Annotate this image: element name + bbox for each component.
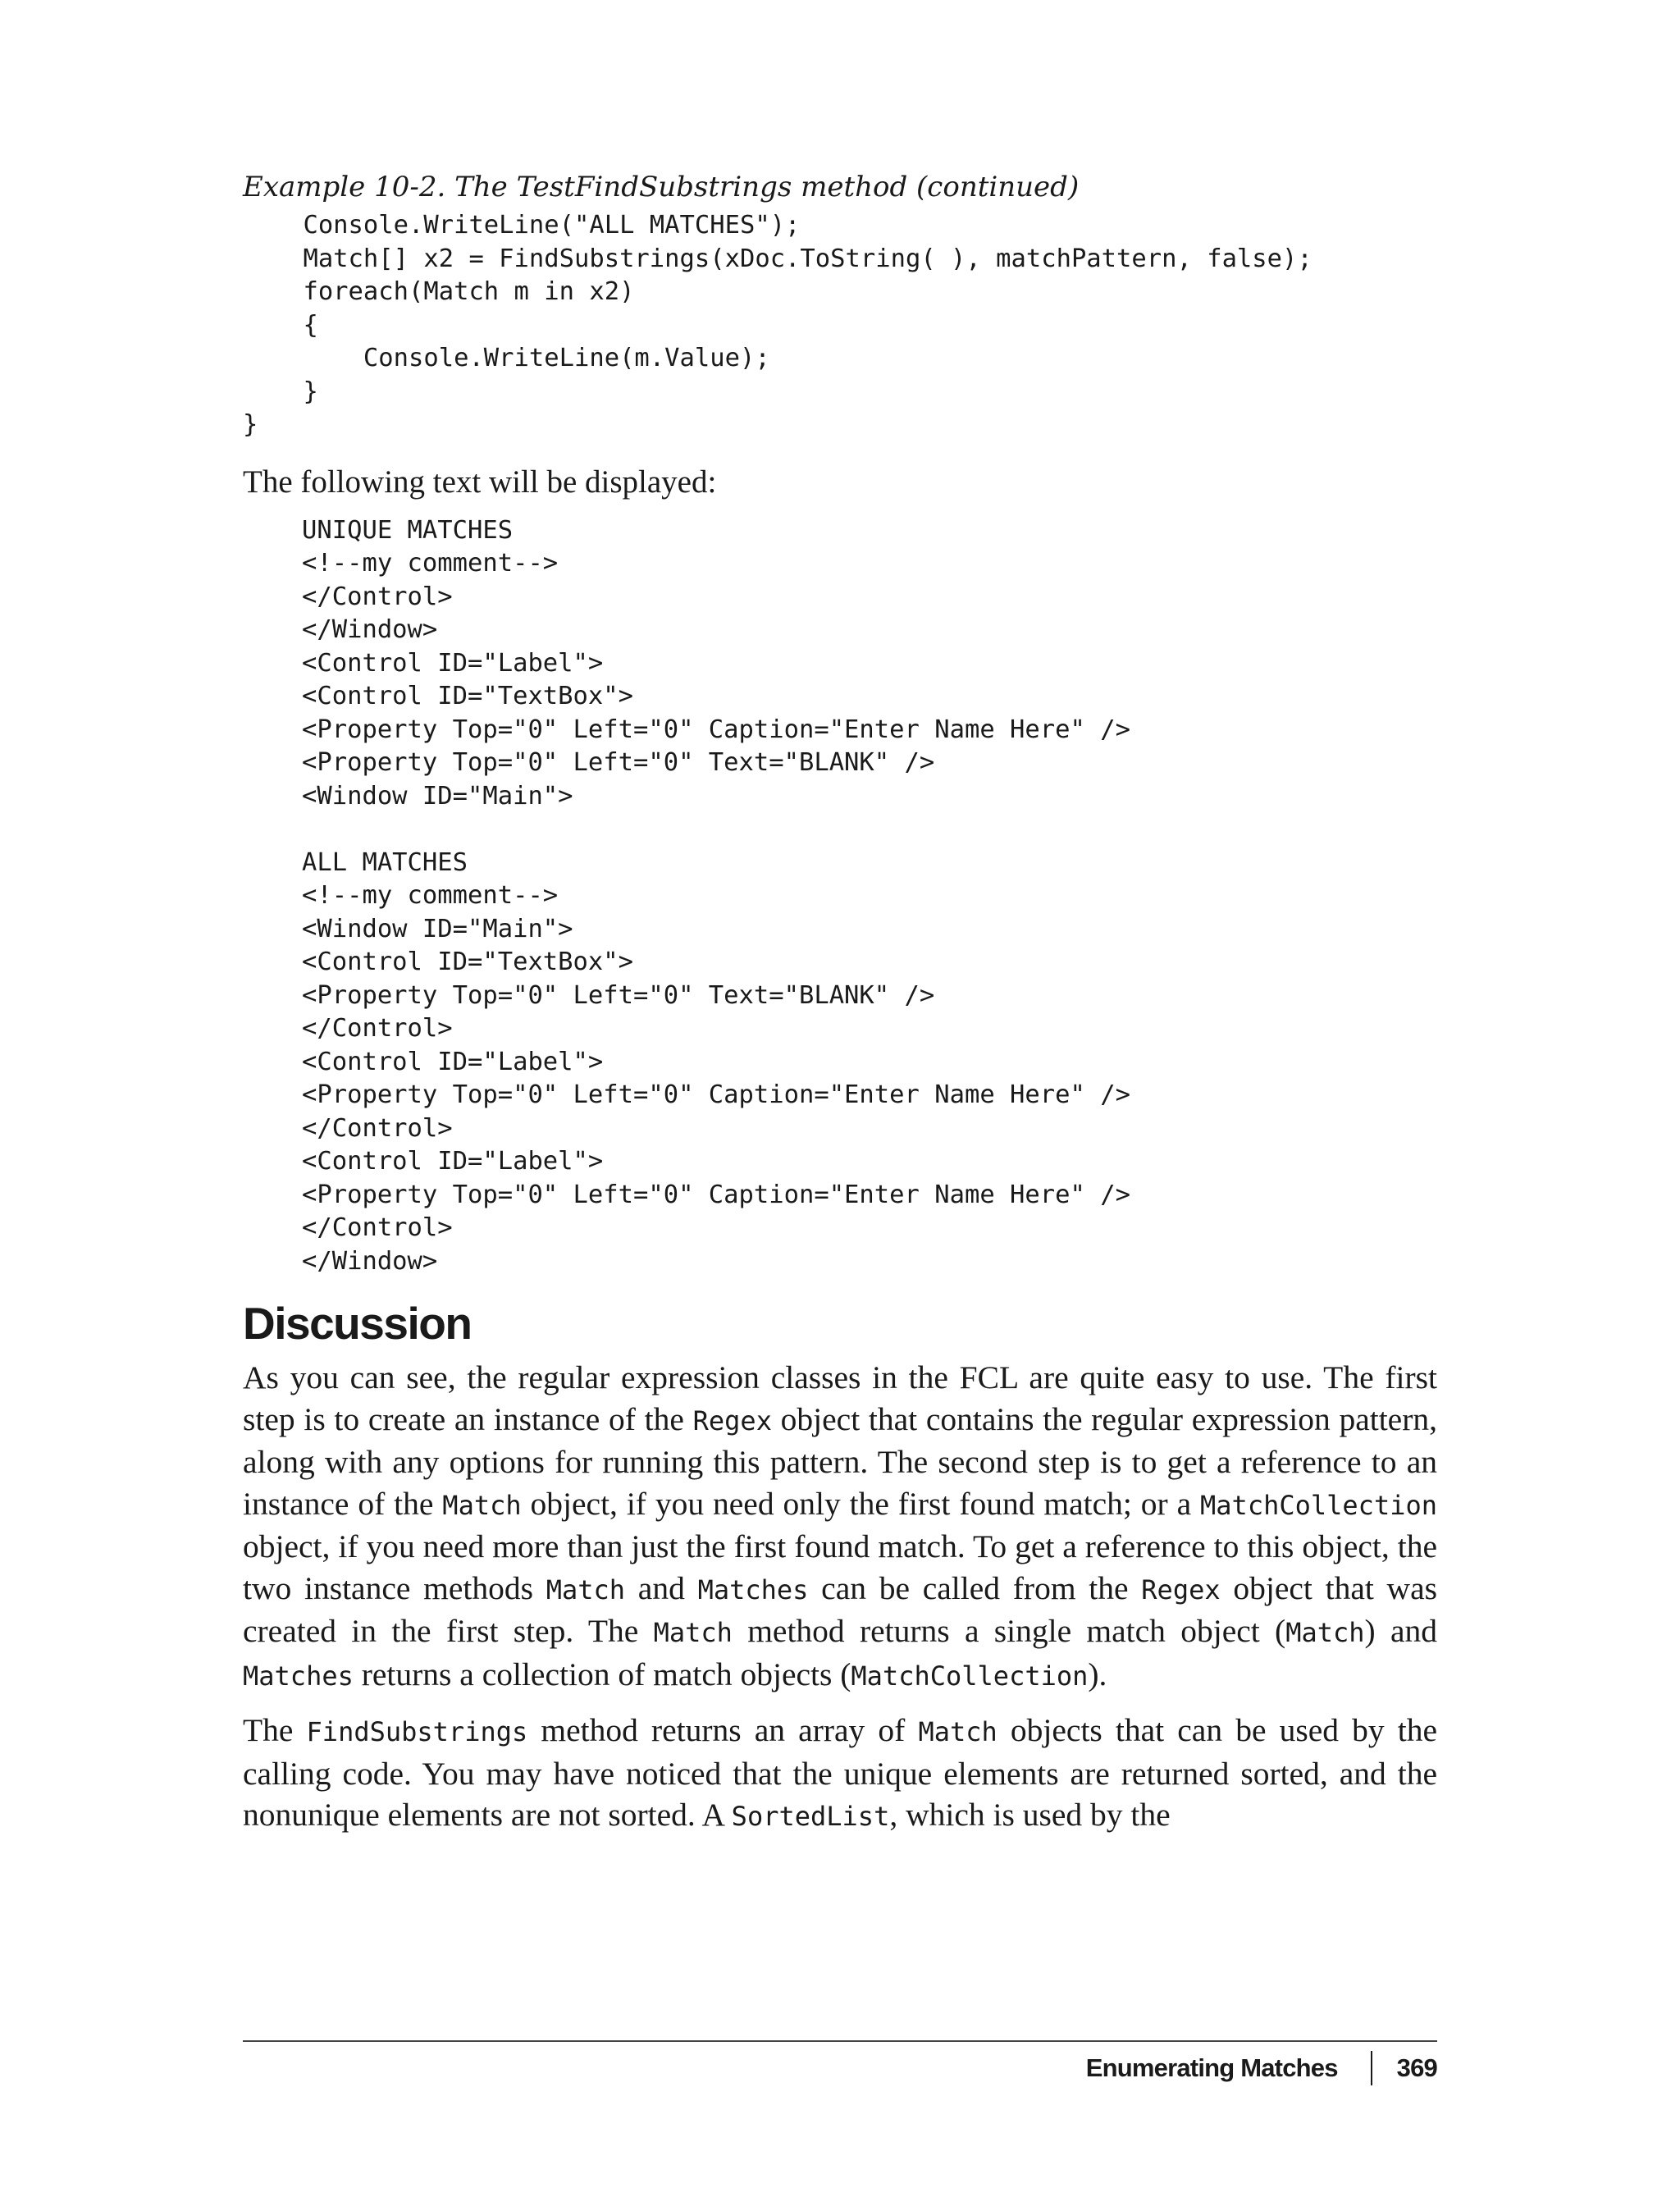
output-line: <!--my comment--> (302, 549, 559, 578)
inline-code: Match (1285, 1617, 1365, 1648)
program-output (302, 514, 1437, 1279)
text-run: object that was created in the first step. The (243, 1569, 1437, 1649)
section-heading: Discussion (243, 1298, 472, 1349)
text-run: objects that can be used by the calling code. You may have noticed that the unique elements are returned sorted, and the nonunique elements are not sorted. A (243, 1712, 1437, 1833)
output-line: <Property Top="0" Left="0" Text="BLANK" /> (302, 980, 935, 1010)
text-run: object that contains the regular expression pattern, along with any options for running this pattern. The second step is to get a reference to an instance of the (243, 1400, 1437, 1522)
code-line: } (243, 410, 258, 439)
footer-section-title: Enumerating Matches (1085, 2053, 1338, 2082)
inline-code: FindSubstrings (306, 1716, 528, 1747)
output-line: <Control ID="TextBox"> (302, 948, 633, 976)
output-line: <Property Top="0" Left="0" Caption="Enter Name Here" /> (302, 715, 1130, 744)
output-line: </Control> (302, 1213, 453, 1242)
inline-code: Regex (692, 1404, 772, 1436)
text-run: method returns an array of (527, 1712, 919, 1748)
output-line: UNIQUE MATCHES (302, 515, 514, 545)
discussion-paragraph-1 (243, 1357, 1437, 1697)
output-line: <Control ID="Label"> (302, 1047, 604, 1076)
inline-code: Matches (243, 1660, 354, 1692)
code-listing (243, 209, 1437, 442)
inline-code: Regex (1141, 1573, 1221, 1605)
output-line: <Property Top="0" Left="0" Caption="Enter Name Here" /> (302, 1080, 1130, 1109)
inline-code: Match (918, 1716, 998, 1747)
output-line: ALL MATCHES (302, 847, 468, 877)
inline-code: SortedList (731, 1801, 890, 1832)
inline-code: Match (653, 1617, 733, 1648)
footer-separator (1371, 2051, 1372, 2085)
text-run: and (625, 1569, 698, 1606)
output-line: </Control> (302, 1113, 453, 1143)
output-line: <Window ID="Main"> (302, 781, 573, 811)
text-run: The (243, 1712, 307, 1748)
code-line: } (243, 377, 318, 406)
text-run: object, if you need only the first found match; or a (521, 1485, 1201, 1522)
output-line: <Window ID="Main"> (302, 914, 573, 943)
discussion-paragraph-2 (243, 1710, 1437, 1838)
output-line: <Property Top="0" Left="0" Caption="Enter Name Here" /> (302, 1180, 1130, 1209)
intro-text: The following text will be displayed: (243, 464, 717, 500)
text-run: , which is used by the (889, 1797, 1171, 1833)
text-run: object, if you need more than just the first found match. To get a reference to this object, the two instance methods (243, 1528, 1437, 1606)
output-line: </Window> (302, 615, 438, 644)
text-run: returns a collection of match objects ( (353, 1656, 851, 1692)
page-number: 369 (1396, 2053, 1437, 2082)
page-footer (1086, 2051, 1437, 2085)
output-line: <Property Top="0" Left="0" Text="BLANK" /> (302, 748, 935, 777)
inline-code: Match (546, 1573, 626, 1605)
page-content (243, 168, 1437, 1851)
code-line: foreach(Match m in x2) (243, 277, 635, 306)
output-line: </Control> (302, 582, 453, 611)
output-line: <Control ID="Label"> (302, 1147, 604, 1176)
inline-code: MatchCollection (851, 1660, 1089, 1692)
text-run: method returns a single match object ( (732, 1613, 1286, 1649)
text-run: can be called from the (808, 1569, 1142, 1606)
output-line: </Window> (302, 1246, 438, 1276)
code-line: { (243, 310, 318, 340)
code-line: Console.WriteLine("ALL MATCHES"); (243, 211, 801, 240)
inline-code: Match (442, 1489, 522, 1521)
inline-code: MatchCollection (1200, 1489, 1437, 1521)
text-run: ) and (1364, 1613, 1437, 1649)
output-line: <Control ID="TextBox"> (302, 682, 633, 710)
code-line: Match[] x2 = FindSubstrings(xDoc.ToString( ), matchPattern, false); (243, 244, 1312, 273)
footer-rule (243, 2040, 1437, 2042)
code-line: Console.WriteLine(m.Value); (243, 344, 770, 372)
output-line: </Control> (302, 1014, 453, 1043)
text-run: As you can see, the regular expression classes in the FCL are quite easy to use. The first step is to create an instance of the (243, 1359, 1437, 1437)
output-line: <!--my comment--> (302, 881, 559, 910)
example-caption: Example 10-2. The TestFindSubstrings method (continued) (243, 171, 1080, 203)
inline-code: Matches (697, 1573, 809, 1605)
output-line: <Control ID="Label"> (302, 648, 604, 678)
text-run: ). (1088, 1656, 1107, 1692)
